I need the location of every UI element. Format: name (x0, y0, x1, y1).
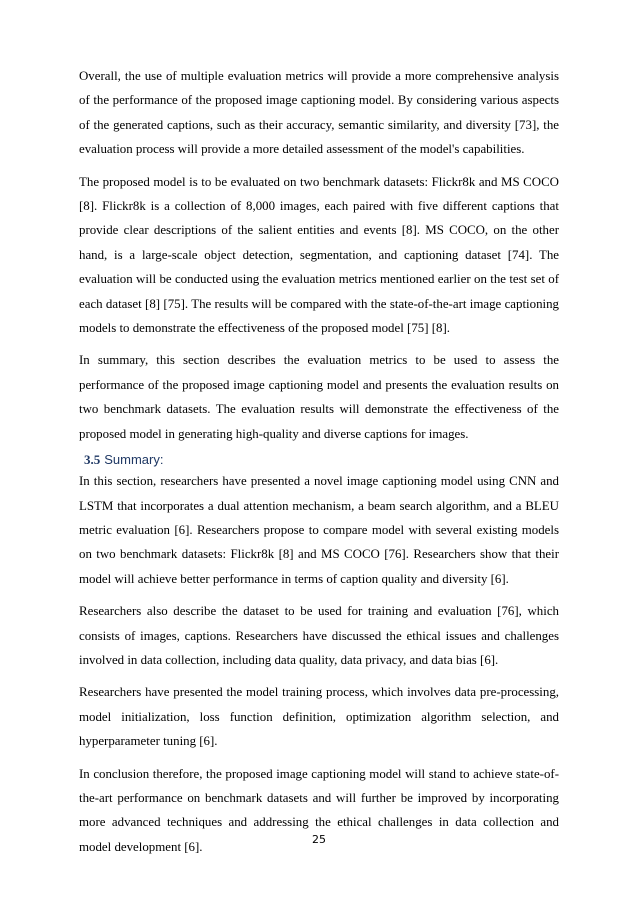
section-number: 3.5 (84, 452, 101, 468)
section-heading (79, 452, 559, 467)
paragraph-benchmark-datasets: The proposed model is to be evaluated on two benchmark datasets: Flickr8k and MS COCO [8]. Flickr8k is a collection of 8,000 images, each paired with five different captions that provide clear descriptions of the salient entities and events [8]. MS COCO, on the other hand, is a large-scale object detection, segmentation, and captioning dataset [74]. The evaluation will be conducted using the evaluation metrics mentioned earlier on the test set of each dataset [8] [75]. The results will be compared with the state-of-the-art image captioning models to demonstrate the effectiveness of the proposed model [75] [8]. (79, 174, 559, 336)
paragraph-evaluation-summary: In summary, this section describes the evaluation metrics to be used to assess the performance of the proposed image captioning model and presents the evaluation results on two benchmark datasets. The evaluation results will demonstrate the effectiveness of the proposed model in generating high-quality and diverse captions for images. (79, 353, 559, 441)
page-number: 25 (312, 833, 326, 846)
paragraph-dataset-ethics: Researchers also describe the dataset to be used for training and evaluation [76], which consists of images, captions. Researchers have discussed the ethical issues and challenges involved in data collection, including data quality, data privacy, and data bias [6]. (79, 604, 559, 667)
document-page (79, 64, 559, 867)
paragraph-training-process: Researchers have presented the model training process, which involves data pre-processing, model initialization, loss function definition, optimization algorithm selection, and hyperparameter tuning [6]. (79, 685, 559, 749)
section-title: Summary: (104, 452, 164, 468)
paragraph-model-presentation: In this section, researchers have presented a novel image captioning model using CNN and LSTM that incorporates a dual attention mechanism, a beam search algorithm, and a BLEU metric evaluation [6]. Researchers propose to compare model with several existing models on two benchmark datasets: Flickr8k [8] and MS COCO [76]. Researchers show that their model will achieve better performance in terms of caption quality and diversity [6]. (79, 474, 559, 586)
paragraph-evaluation-metrics-overview: Overall, the use of multiple evaluation metrics will provide a more comprehensive analysis of the performance of the proposed image captioning model. By considering various aspects of the generated captions, such as their accuracy, semantic similarity, and diversity [73], the evaluation process will provide a more detailed assessment of the model's capabilities. (79, 69, 559, 157)
paragraph-conclusion: In conclusion therefore, the proposed image captioning model will stand to achieve state-of-the-art performance on benchmark datasets and will further be improved by incorporating more advanced techniques and addressing the ethical challenges in data collection and model development [6]. (79, 766, 559, 854)
